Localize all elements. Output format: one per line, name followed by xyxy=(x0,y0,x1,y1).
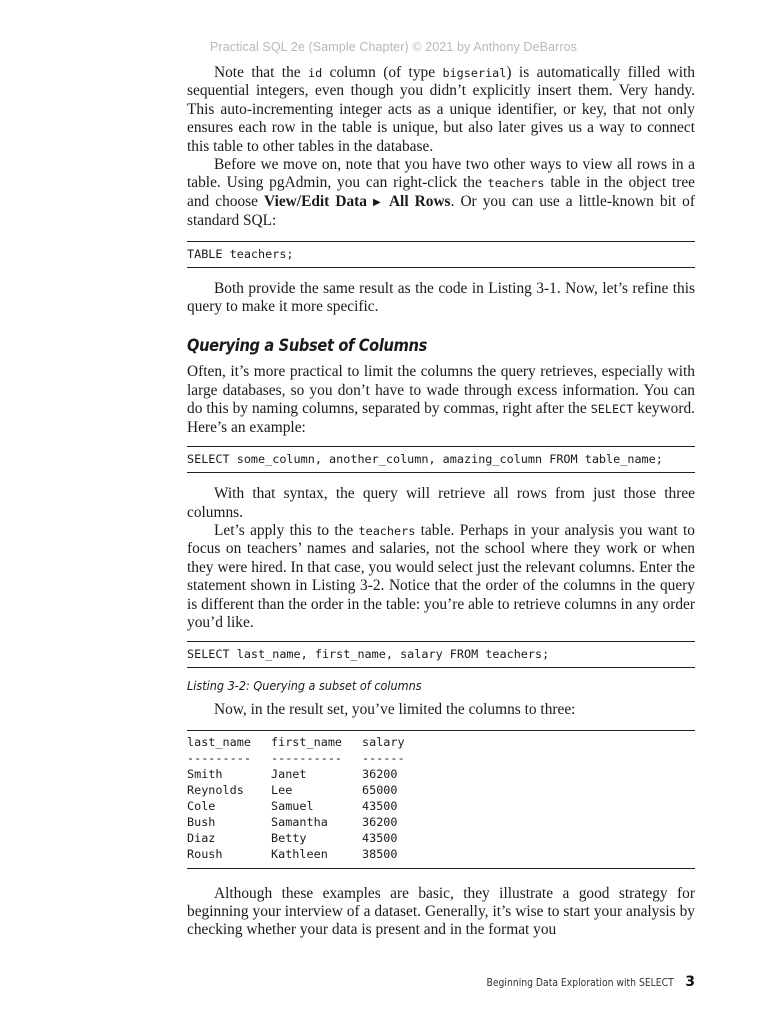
section-heading: Querying a Subset of Columns xyxy=(187,336,427,357)
page-footer xyxy=(461,974,696,990)
result-header-row xyxy=(187,734,695,750)
cell-last-name: Diaz xyxy=(187,831,216,846)
result-header-cell: last_name xyxy=(187,734,251,749)
result-divider-row xyxy=(187,750,695,766)
text-run: ) is automatically filled with sequential integers, even though you didn’t explicitly insert them. Very handy. This auto-incrementing integer acts as a unique identifier, or key, that not only ensures each row in the table is unique, but also later gives us a way to connect this table to other tables in the database. xyxy=(187,64,696,155)
paragraph-result-intro: Now, in the result set, you’ve limited the columns to three: xyxy=(214,701,576,719)
running-footer-title: Beginning Data Exploration with SELECT xyxy=(486,977,674,989)
paragraph-apply xyxy=(187,522,695,632)
cell-last-name: Bush xyxy=(187,815,216,830)
inline-code: SELECT xyxy=(590,402,634,417)
text-run: Note that the xyxy=(214,64,309,81)
cell-salary: 38500 xyxy=(362,847,398,862)
menu-path-view-edit-data: View/Edit Data xyxy=(264,192,367,210)
cell-first-name: Lee xyxy=(271,783,293,798)
result-set xyxy=(187,730,695,869)
cell-salary: 36200 xyxy=(362,766,398,781)
paragraph-subset xyxy=(187,363,695,437)
result-divider: ---------- xyxy=(271,750,343,765)
cell-salary: 65000 xyxy=(362,783,398,798)
cell-last-name: Roush xyxy=(187,847,223,862)
result-row xyxy=(187,798,695,814)
menu-arrow-icon: ▶ xyxy=(373,196,383,208)
text-run: Let’s apply this to the xyxy=(214,521,359,539)
paragraph-view-rows xyxy=(187,156,695,231)
cell-salary: 43500 xyxy=(362,799,398,814)
code-block-table: TABLE teachers; xyxy=(187,241,695,268)
page-body xyxy=(187,64,695,940)
inline-code: teachers xyxy=(358,523,416,538)
paragraph-strategy: Although these examples are basic, they illustrate a good strategy for beginning your interview of a dataset. Generally, it’s wise to start your analysis by checking whether your data is present and in the format you xyxy=(187,884,695,939)
cell-first-name: Betty xyxy=(271,831,307,846)
result-header-cell: first_name xyxy=(271,734,343,749)
paragraph-refine: Both provide the same result as the code in Listing 3-1. Now, let’s refine this query to make it more specific. xyxy=(187,279,695,316)
cell-first-name: Samantha xyxy=(271,815,328,830)
text-run: column (of type xyxy=(322,64,443,81)
menu-path-all-rows: All Rows xyxy=(388,192,451,210)
text-run: table in the object tree and choose xyxy=(187,174,695,210)
result-row xyxy=(187,830,695,846)
result-divider: --------- xyxy=(187,750,251,765)
listing-caption: Listing 3-2: Querying a subset of columns xyxy=(187,678,422,694)
text-run: keyword. Here’s an example: xyxy=(187,400,695,436)
cell-last-name: Cole xyxy=(187,799,216,814)
text-run: . Or you can use a little-known bit of standard SQL: xyxy=(187,192,695,230)
result-row xyxy=(187,766,695,782)
result-header-cell: salary xyxy=(362,734,405,749)
text-run: table. Perhaps in your analysis you want to focus on teachers’ names and salaries, not the school where they work or when they were hired. In that case, you would select just the relevant columns. Enter the statement shown in Listing 3-2. Notice that the order of the columns in the query is different than the order in the table: you’re able to retrieve columns in any order you’d like. xyxy=(187,521,695,631)
text-run: Before we move on, note that you have two other ways to view all rows in a table. Using pgAdmin, you can right-click the xyxy=(187,156,695,192)
paragraph-syntax: With that syntax, the query will retrieve all rows from just those three columns. xyxy=(187,485,695,521)
cell-first-name: Samuel xyxy=(271,799,314,814)
page-header: Practical SQL 2e (Sample Chapter) © 2021 by Anthony DeBarros xyxy=(210,40,578,54)
cell-last-name: Smith xyxy=(187,766,223,781)
cell-salary: 36200 xyxy=(362,815,398,830)
inline-code: teachers xyxy=(487,176,545,191)
inline-code: bigserial xyxy=(442,66,507,80)
result-row xyxy=(187,782,695,798)
cell-first-name: Kathleen xyxy=(271,847,328,862)
text-run: Often, it’s more practical to limit the columns the query retrieves, especially with large databases, so you don’t have to wade through excess information. You can do this by naming columns, separated by commas, right after the xyxy=(187,363,695,418)
paragraph-id-column xyxy=(187,64,695,156)
cell-first-name: Janet xyxy=(271,766,307,781)
result-row xyxy=(187,846,695,862)
cell-salary: 43500 xyxy=(362,831,398,846)
result-divider: ------ xyxy=(362,750,405,765)
page-number: 3 xyxy=(685,974,695,990)
cell-last-name: Reynolds xyxy=(187,783,244,798)
inline-code: id xyxy=(308,66,323,80)
code-block-syntax: SELECT some_column, another_column, amazing_column FROM table_name; xyxy=(187,446,695,473)
code-block-listing-3-2: SELECT last_name, first_name, salary FROM teachers; xyxy=(187,641,695,668)
result-row xyxy=(187,814,695,830)
